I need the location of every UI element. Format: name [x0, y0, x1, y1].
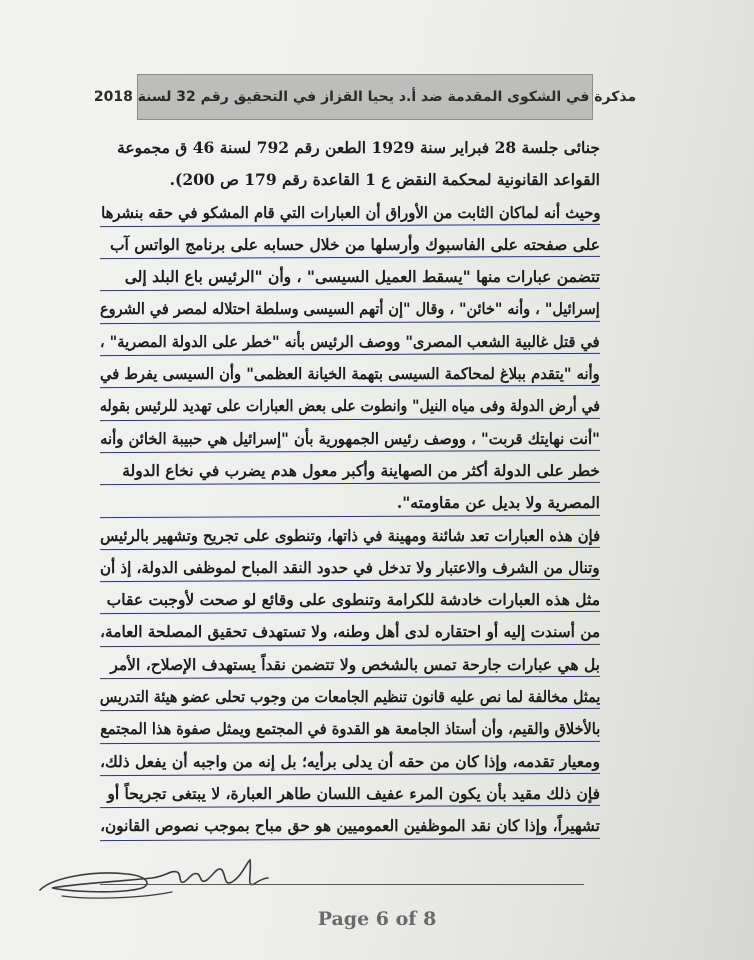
- body-line: من أسندت إليه أو احتقاره لدى أهل وطنه، ولا تستهدف تحقيق المصلحة العامة،: [100, 616, 600, 648]
- body-line: وتنال من الشرف والاعتبار ولا تدخل في حدود النقد المباح لموظفى الدولة، إذ أن: [100, 552, 600, 584]
- body-line: المصرية ولا بديل عن مقاومته".: [100, 487, 600, 519]
- memo-header-title: مذكرة في الشكوى المقدمة ضد أ.د يحيا القزاز في التحقيق رقم 32 لسنة 2018: [93, 89, 637, 105]
- body-line: جنائى جلسة 28 فبراير سنة 1929 الطعن رقم 792 لسنة 46 ق مجموعة: [117, 138, 600, 157]
- body-line: مثل هذه العبارات خادشة للكرامة وتنطوى على وقائع لو صحت لأوجبت عقاب: [100, 584, 600, 616]
- body-line: في أرض الدولة وفى مياه النيل" وانطوت على بعض العبارات على تهديد للرئيس بقوله: [100, 390, 600, 422]
- body-line: القواعد القانونية لمحكمة النقض ع 1 القاعدة رقم 179 ص 200).: [169, 170, 600, 190]
- body-line: يمثل مخالفة لما نص عليه قانون تنظيم الجامعات من وجوب تحلى عضو هيئة التدريس: [100, 681, 600, 713]
- page-number: Page 6 of 8: [317, 908, 437, 930]
- memo-header: [93, 74, 637, 120]
- body-line: وأنه "يتقدم ببلاغ لمحاكمة السيسى بتهمة الخيانة العظمى" وأن السيسى يفرط في: [100, 358, 600, 390]
- body-line: ومعيار تقدمه، وإذا كان من حقه أن يدلى برأيه؛ بل إنه من واجبه أن يفعل ذلك،: [100, 746, 600, 778]
- body-line: بالأخلاق والقيم، وأن أستاذ الجامعة هو القدوة في المجتمع ويمثل صفوة هذا المجتمع: [100, 713, 600, 745]
- body-line: إسرائيل" ، وأنه "خائن" ، وقال "إن أتهم السيسى وسلطة احتلاله لمصر في الشروع: [100, 293, 600, 325]
- signature-line: [100, 884, 584, 885]
- body-line: وحيث أنه لماكان الثابت من الأوراق أن العبارات التي قام المشكو في حقه بنشرها: [100, 197, 600, 229]
- body-line: فإن ذلك مقيد بأن يكون المرء عفيف اللسان طاهر العبارة، لا يبتغى تجريحاً أو: [100, 778, 600, 810]
- handwritten-signature: [32, 848, 282, 908]
- body-line: تشهيراً، وإذا كان نقد الموظفين العموميين هو حق مباح بموجب نصوص القانون،: [100, 810, 600, 842]
- body-line: على صفحته على الفاسبوك وأرسلها من خلال حسابه على برنامج الواتس آب: [100, 229, 600, 261]
- body-line: في قتل غالبية الشعب المصرى" ووصف الرئيس بأنه "خطر على الدولة المصرية" ،: [100, 326, 600, 358]
- body-line: "أنت نهايتك قربت" ، ووصف رئيس الجمهورية بأن "إسرائيل هي حبيبة الخائن وأنه: [100, 423, 600, 455]
- body-line: فإن هذه العبارات تعد شائنة ومهينة في ذاتها، وتنطوى على تجريح وتشهير بالرئيس: [100, 520, 600, 552]
- body-line: خطر على الدولة أكثر من الصهاينة وأكبر معول هدم يضرب في نخاع الدولة: [100, 455, 600, 487]
- body-line: بل هي عبارات جارحة تمس بالشخص ولا تتضمن نقداً يستهدف الإصلاح، الأمر: [100, 649, 600, 681]
- body-line: تتضمن عبارات منها "يسقط العميل السيسى" ، وأن "الرئيس باع البلد إلى: [100, 261, 600, 293]
- memo-body: [100, 132, 600, 843]
